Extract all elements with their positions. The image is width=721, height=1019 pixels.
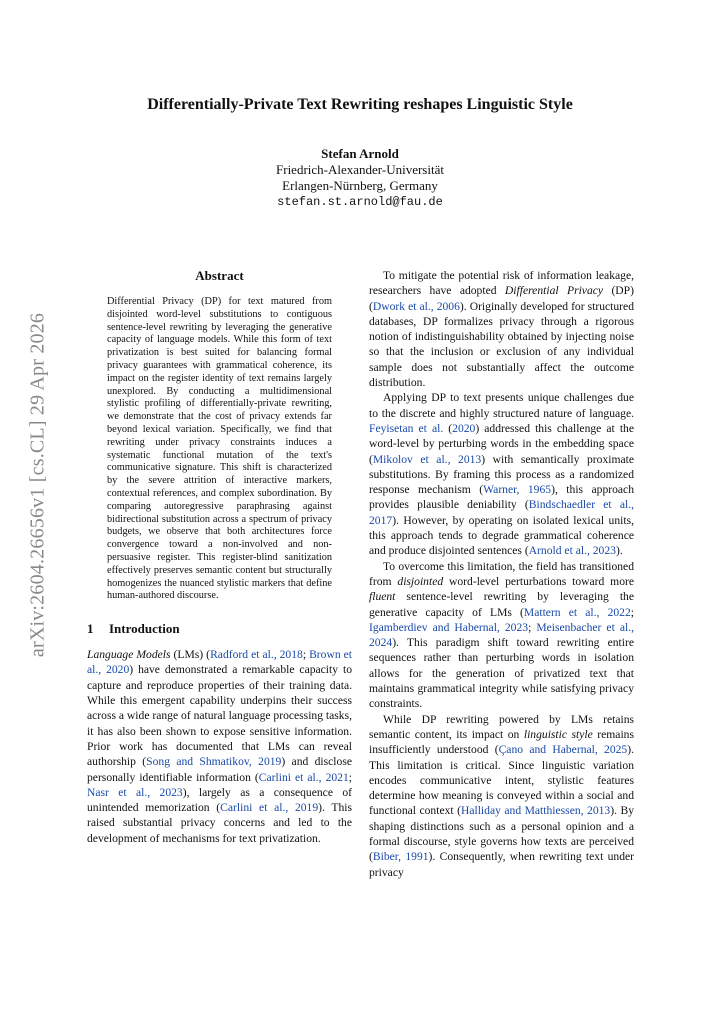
emphasis: disjointed (397, 574, 444, 588)
text-run: ( (443, 421, 453, 435)
text-run: remains insufficiently understood ( (369, 727, 634, 757)
citation-link[interactable]: Mattern et al., 2022 (523, 605, 631, 619)
citation-link[interactable]: Song and Shmatikov, 2019 (146, 755, 282, 769)
citation-link[interactable]: Carlini et al., 2019 (220, 801, 319, 815)
text-run: To mitigate the potential risk of information leakage, researchers have adopted (369, 269, 634, 298)
citation-link[interactable]: Feyisetan et al. (369, 421, 444, 435)
text-run: ) have demonstrated a remarkable capacity to capture and reproduce properties of their training data. While this emergent capability underpins their success across a wide range of natural language processing tasks, it has also been shown to expose sensitive information. Prior work has documented that LMs can reveal authorship ( (87, 663, 352, 769)
text-run: ). However, by operating on isolated lexical units, this approach tends to degrade grammatical coherence and produce disjointed sentences ( (369, 513, 634, 558)
intro-paragraph-2 (369, 268, 634, 390)
text-run: ). This raised substantial privacy concerns and led to the development of mechanisms for text privatization. (87, 801, 353, 845)
text-run: ). This paradigm shift toward rewriting entire sequences rather than perturbing words in isolation allows for the generation of privatized text that maintains grammatical integrity while satisfying privacy constraints. (369, 636, 634, 711)
citation-link[interactable]: Warner, 1965 (483, 483, 552, 497)
section-title: Introduction (109, 621, 180, 637)
text-run: ), largely as a consequence of unintended memorization ( (87, 785, 352, 815)
citation-link[interactable]: Arnold et al., 2023 (528, 544, 616, 558)
citation-link[interactable]: Nasr et al., 2023 (87, 785, 183, 799)
author-block (210, 146, 510, 210)
section-number: 1 (87, 621, 94, 637)
right-column (369, 268, 634, 880)
text-run: ) and disclose personally identifiable information ( (87, 755, 352, 784)
citation-link[interactable]: Bindschaedler et al., 2017 (369, 498, 634, 527)
citation-link[interactable]: Brown et al., 2020 (87, 648, 353, 677)
author-affiliation: Friedrich-Alexander-Universität (276, 162, 444, 177)
citation-link[interactable]: 2020 (452, 421, 476, 435)
text-run: ). Consequently, when rewriting text under privacy (369, 850, 634, 879)
abstract-heading: Abstract (195, 268, 244, 283)
author-name: Stefan Arnold (321, 146, 399, 161)
section-heading-introduction (87, 621, 352, 637)
text-run: ; (528, 620, 537, 634)
citation-link[interactable]: Mikolov et al., 2013 (372, 452, 482, 466)
text-run: ), this approach provides plausible deniability ( (369, 483, 634, 512)
text-run: ; (630, 605, 634, 619)
citation-link[interactable]: Dwork et al., 2006 (372, 299, 460, 313)
intro-paragraph-1 (87, 647, 352, 846)
text-run: ) addressed this challenge at the word-level by perturbing words in the embedding space ( (369, 421, 634, 466)
intro-paragraph-4 (369, 559, 634, 712)
intro-paragraph-5 (369, 712, 634, 880)
citation-link[interactable]: Halliday and Matthiessen, 2013 (460, 804, 611, 818)
citation-link[interactable]: Çano and Habernal, 2025 (498, 743, 628, 757)
citation-link[interactable]: Igamberdiev and Habernal, 2023 (369, 620, 529, 634)
paper-title: Differentially-Private Text Rewriting reshapes Linguistic Style (147, 96, 573, 113)
text-run: (LMs) ( (170, 648, 211, 662)
emphasis: Differential Privacy (504, 284, 604, 298)
text-run: ). By shaping distinctions such as a personal opinion and a formal discourse, style governs how texts are perceived ( (369, 804, 634, 864)
text-run: ). Originally developed for structured databases, DP formalizes privacy through a rigorous notion of indistinguishability obtained by injecting noise so that the inclusion or exclusion of any individual sample does not substantially affect the outcome distribution. (369, 299, 634, 390)
emphasis: linguistic style (523, 727, 593, 741)
text-run: ). (615, 544, 623, 558)
author-email[interactable]: stefan.st.arnold@fau.de (277, 195, 443, 209)
text-run: ). This limitation is critical. Since linguistic variation encodes communicative intent, stylistic features determine how meaning is conveyed within a social and functional context ( (369, 743, 634, 818)
citation-link[interactable]: Radford et al., 2018 (210, 648, 303, 662)
author-location: Erlangen-Nürnberg, Germany (282, 178, 438, 193)
intro-paragraph-3 (369, 390, 634, 558)
text-run: sentence-level rewriting by leveraging the generative capacity of LMs ( (369, 590, 634, 619)
emphasis: fluent (369, 590, 396, 604)
arxiv-identifier (18, 290, 58, 680)
citation-link[interactable]: Meisenbacher et al., 2024 (369, 620, 635, 650)
left-column (87, 268, 352, 846)
text-run: While DP rewriting powered by LMs retains semantic content, its impact on (369, 712, 634, 741)
text-run: ) with semantically proximate substitutions. By framing this process as a randomized response mechanism ( (369, 452, 634, 497)
abstract-text: Differential Privacy (DP) for text matured from disjointed word-level substitutions to contiguous sentence-level rewriting by leveraging the generative capacity of language models. While this form of text privatization is best suited for balancing formal privacy guarantees with grammatical coherence, its impact on the register identity of text remains largely unexplored. By conducting a multidimensional stylistic profiling of differentially-private rewriting, we demonstrate that the cost of privacy extends far beyond lexical variation. Specifically, we find that rewriting under privacy constraints induces a systematic functional mutation of the text's communicative signature. This shift is characterized by the severe attrition of interactive markers, contextual references, and complex subordination. By comparing autoregressive paraphrasing against bidirectional substitution across a spectrum of privacy budgets, we observe that both architectures force convergence toward a non-involved and non-persuasive register. This register-blind sanitization effectively preserves semantic content but structurally homogenizes the nuanced stylistic markers that define human-authored discourse. (107, 296, 332, 602)
text-run: To overcome this limitation, the field has transitioned from (369, 559, 634, 588)
text-run: (DP) ( (369, 284, 634, 313)
citation-link[interactable]: Carlini et al., 2021 (258, 770, 349, 784)
text-run: ; (348, 770, 352, 784)
text-run: ; (302, 648, 310, 662)
emphasis: Language Models (87, 648, 171, 662)
text-run: word-level perturbations toward more (443, 574, 634, 588)
arxiv-id-text: arXiv:2604.26656v1 [cs.CL] 29 Apr 2026 (26, 312, 49, 658)
citation-link[interactable]: Biber, 1991 (372, 850, 429, 864)
text-run: Applying DP to text presents unique challenges due to the discrete and highly structured nature of language. (369, 391, 634, 420)
